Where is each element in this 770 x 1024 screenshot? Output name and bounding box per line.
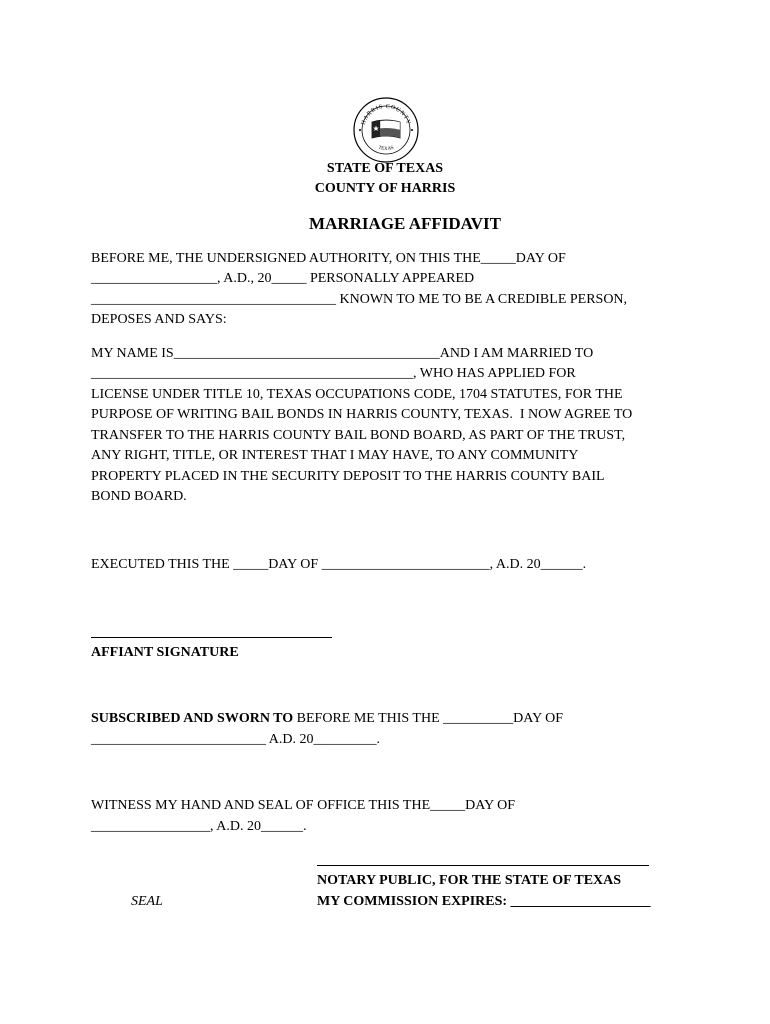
witness-line-1: WITNESS MY HAND AND SEAL OF OFFICE THIS THE_____DAY OF [91, 798, 516, 813]
paragraph-2-line-2: ______________________________________________, WHO HAS APPLIED FOR [91, 366, 576, 381]
county-heading: COUNTY OF HARRIS [314, 181, 456, 196]
paragraph-2-line-4: PURPOSE OF WRITING BAIL BONDS IN HARRIS COUNTY, TEXAS. I NOW AGREE TO [91, 407, 633, 422]
notary-public-label: NOTARY PUBLIC, FOR THE STATE OF TEXAS [317, 873, 622, 888]
paragraph-2-line-6: ANY RIGHT, TITLE, OR INTEREST THAT I MAY HAVE, TO ANY COMMUNITY [91, 448, 579, 463]
commission-expires-label: MY COMMISSION EXPIRES: ____________________ [317, 894, 651, 909]
subscribed-rest: BEFORE ME THIS THE __________DAY OF [293, 711, 564, 726]
subscribed-bold: SUBSCRIBED AND SWORN TO [91, 711, 294, 726]
seal-label: SEAL [131, 894, 163, 909]
paragraph-2-line-8: BOND BOARD. [91, 489, 187, 504]
paragraph-1-line-3: ___________________________________ KNOWN TO ME TO BE A CREDIBLE PERSON, [91, 292, 628, 307]
subscribed-line-1 [91, 709, 691, 729]
svg-text:TEXAS [377, 146, 394, 152]
seal-bottom-text: TEXAS [377, 145, 395, 153]
affiant-signature-label: AFFIANT SIGNATURE [91, 645, 239, 660]
document-title: MARRIAGE AFFIDAVIT [309, 214, 501, 233]
paragraph-2-line-3: LICENSE UNDER TITLE 10, TEXAS OCCUPATIONS CODE, 1704 STATUTES, FOR THE [91, 387, 623, 402]
paragraph-2-line-7: PROPERTY PLACED IN THE SECURITY DEPOSIT TO THE HARRIS COUNTY BAIL [91, 469, 605, 484]
affiant-signature-line [91, 637, 332, 638]
witness-line-2: _________________, A.D. 20______. [91, 819, 307, 834]
paragraph-1-line-1: BEFORE ME, THE UNDERSIGNED AUTHORITY, ON THIS THE_____DAY OF [91, 251, 566, 266]
state-heading: STATE OF TEXAS [326, 161, 444, 176]
executed-line: EXECUTED THIS THE _____DAY OF ________________________, A.D. 20______. [91, 557, 587, 572]
subscribed-line-2: _________________________ A.D. 20_________. [91, 732, 380, 747]
paragraph-2-line-1: MY NAME IS______________________________________AND I AM MARRIED TO [91, 346, 594, 361]
seal-top-text: HARRIS COUNTY [360, 103, 412, 126]
paragraph-1-line-4: DEPOSES AND SAYS: [91, 312, 227, 327]
notary-signature-line [317, 865, 649, 866]
county-seal-icon [352, 96, 420, 164]
paragraph-1-line-2: __________________, A.D., 20_____ PERSONALLY APPEARED [91, 271, 475, 286]
paragraph-2-line-5: TRANSFER TO THE HARRIS COUNTY BAIL BOND BOARD, AS PART OF THE TRUST, [91, 428, 626, 443]
